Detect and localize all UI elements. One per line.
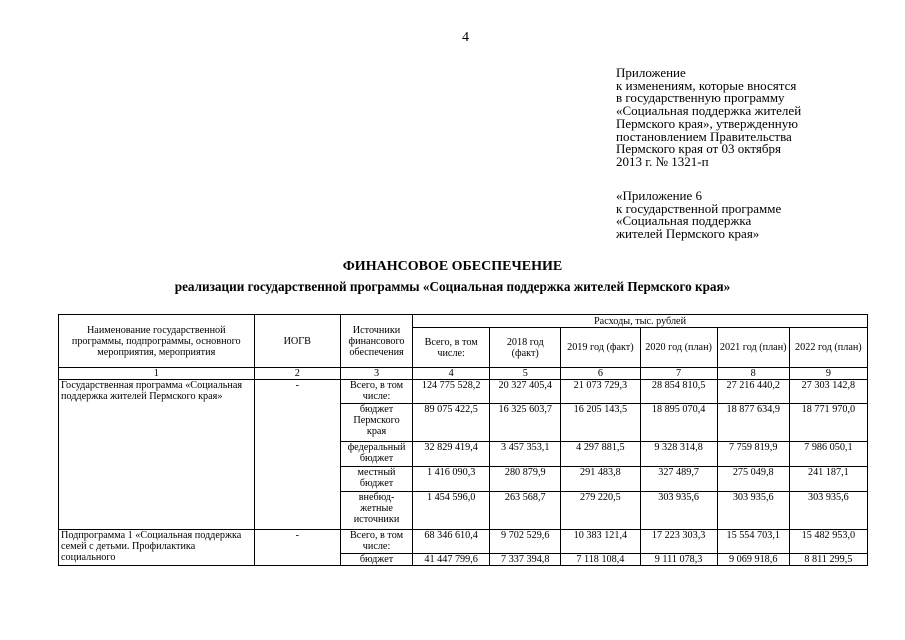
index-cell: 7 [640, 368, 717, 380]
index-cell: 2 [254, 368, 340, 380]
appendix6-line: «Приложение 6 [616, 188, 703, 203]
header-total: Всего, в том числе: [413, 328, 490, 368]
source-cell: Всего, в том числе: [341, 380, 413, 404]
source-cell: бюджет [341, 554, 413, 566]
value-cell: 275 049,8 [717, 467, 789, 492]
index-cell: 8 [717, 368, 789, 380]
value-cell: 124 775 528,2 [413, 380, 490, 404]
value-cell: 4 297 881,5 [561, 442, 640, 467]
page-number: 4 [462, 30, 469, 45]
value-cell: 15 482 953,0 [789, 530, 867, 554]
value-cell: 27 303 142,8 [789, 380, 867, 404]
value-cell: 7 118 108,4 [561, 554, 640, 566]
program-iogv: - [254, 380, 340, 530]
source-cell: бюджет Пермского края [341, 404, 413, 442]
value-cell: 303 935,6 [640, 492, 717, 530]
source-cell: Всего, в том числе: [341, 530, 413, 554]
value-cell: 9 702 529,6 [490, 530, 561, 554]
value-cell: 16 325 603,7 [490, 404, 561, 442]
value-cell: 241 187,1 [789, 467, 867, 492]
source-cell: местный бюджет [341, 467, 413, 492]
value-cell: 1 416 090,3 [413, 467, 490, 492]
value-cell: 32 829 419,4 [413, 442, 490, 467]
header-2019: 2019 год (факт) [561, 328, 640, 368]
value-cell: 263 568,7 [490, 492, 561, 530]
appendix-line: постановлением Правительства [616, 128, 792, 144]
program-name: Государственная программа «Социальная поддержка жителей Пермского края» [59, 380, 255, 530]
value-cell: 3 457 353,1 [490, 442, 561, 467]
header-2020: 2020 год (план) [640, 328, 717, 368]
value-cell: 68 346 610,4 [413, 530, 490, 554]
appendix6-line: «Социальная поддержка [616, 213, 752, 229]
header-source: Источники финансового обеспечения [341, 315, 413, 368]
value-cell: 89 075 422,5 [413, 404, 490, 442]
index-cell: 4 [413, 368, 490, 380]
value-cell: 18 877 634,9 [717, 404, 789, 442]
index-cell: 5 [490, 368, 561, 380]
value-cell: 9 069 918,6 [717, 554, 789, 566]
document-title: ФИНАНСОВОЕ ОБЕСПЕЧЕНИЕ [342, 259, 563, 274]
appendix-line: «Социальная поддержка жителей [616, 103, 802, 119]
appendix6-block [616, 190, 866, 241]
appendix6-line: жителей Пермского края» [616, 226, 760, 242]
value-cell: 21 073 729,3 [561, 380, 640, 404]
appendix-line: Пермского края», утвержденную [616, 115, 798, 131]
appendix-line: Пермского края от 03 октября [616, 141, 781, 157]
value-cell: 18 895 070,4 [640, 404, 717, 442]
header-row-1 [59, 315, 868, 328]
value-cell: 20 327 405,4 [490, 380, 561, 404]
index-row [59, 368, 868, 380]
subprogram-iogv: - [254, 530, 340, 566]
value-cell: 303 935,6 [717, 492, 789, 530]
value-cell: 10 383 121,4 [561, 530, 640, 554]
value-cell: 17 223 303,3 [640, 530, 717, 554]
value-cell: 7 759 819,9 [717, 442, 789, 467]
appendix6-line: к государственной программе [616, 200, 782, 216]
table-row [59, 380, 868, 404]
value-cell: 9 111 078,3 [640, 554, 717, 566]
value-cell: 279 220,5 [561, 492, 640, 530]
value-cell: 18 771 970,0 [789, 404, 867, 442]
index-cell: 9 [789, 368, 867, 380]
table-row [59, 530, 868, 554]
value-cell: 28 854 810,5 [640, 380, 717, 404]
source-cell: федеральный бюджет [341, 442, 413, 467]
appendix-line: 2013 г. № 1321-п [616, 153, 709, 169]
header-2021: 2021 год (план) [717, 328, 789, 368]
value-cell: 8 811 299,5 [789, 554, 867, 566]
source-cell: внебюд-жетные источники [341, 492, 413, 530]
header-expenses: Расходы, тыс. рублей [413, 315, 868, 328]
value-cell: 327 489,7 [640, 467, 717, 492]
value-cell: 7 986 050,1 [789, 442, 867, 467]
value-cell: 280 879,9 [490, 467, 561, 492]
appendix-line: Приложение [616, 65, 686, 80]
appendix-line: к изменениям, которые вносятся [616, 77, 797, 93]
header-name: Наименование государственной программы, подпрограммы, основного мероприятия, мероприятия [59, 315, 255, 368]
value-cell: 9 328 314,8 [640, 442, 717, 467]
value-cell: 41 447 799,6 [413, 554, 490, 566]
index-cell: 1 [59, 368, 255, 380]
value-cell: 291 483,8 [561, 467, 640, 492]
value-cell: 7 337 394,8 [490, 554, 561, 566]
financing-table [58, 314, 868, 566]
header-2018: 2018 год (факт) [490, 328, 561, 368]
value-cell: 27 216 440,2 [717, 380, 789, 404]
subprogram-name: Подпрограмма 1 «Социальная поддержка семей с детьми. Профилактика социального [59, 530, 255, 566]
value-cell: 303 935,6 [789, 492, 867, 530]
header-iogv: ИОГВ [254, 315, 340, 368]
index-cell: 3 [341, 368, 413, 380]
value-cell: 15 554 703,1 [717, 530, 789, 554]
document-subtitle: реализации государственной программы «Социальная поддержка жителей Пермского края» [174, 279, 731, 294]
appendix-block [616, 67, 866, 169]
appendix-line: в государственную программу [616, 90, 785, 106]
value-cell: 1 454 596,0 [413, 492, 490, 530]
index-cell: 6 [561, 368, 640, 380]
header-2022: 2022 год (план) [789, 328, 867, 368]
value-cell: 16 205 143,5 [561, 404, 640, 442]
